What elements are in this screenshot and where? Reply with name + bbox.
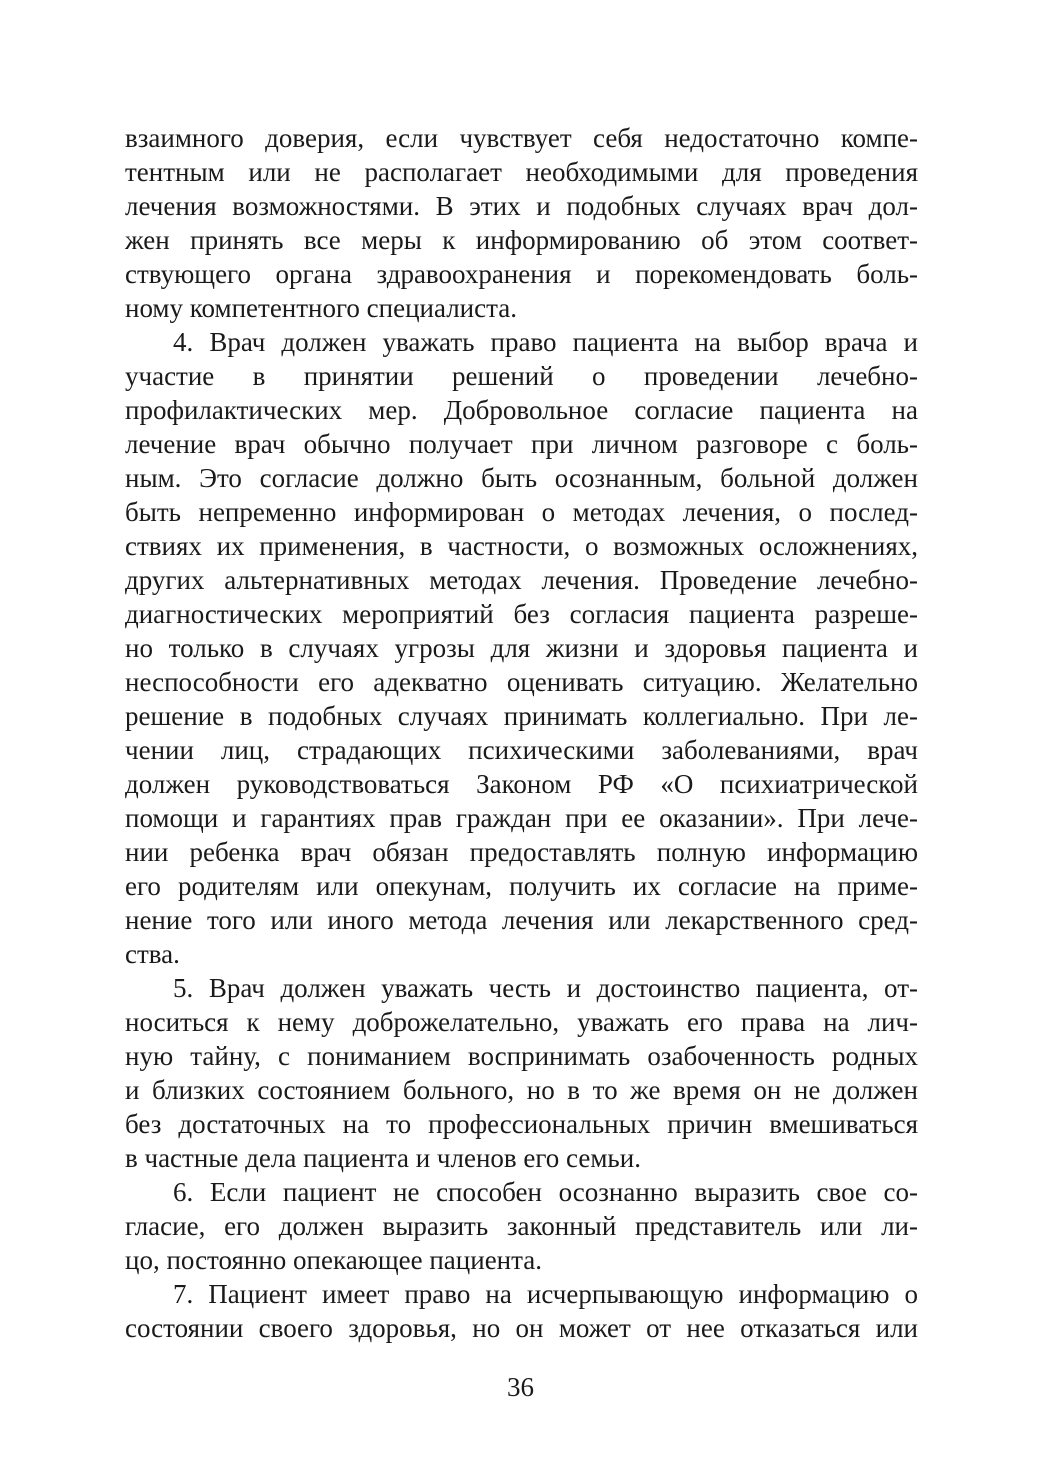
text-line: профилактических мер. Добровольное согласие пациента на: [125, 395, 918, 425]
text-line: нение того или иного метода лечения или лекарственного сред-: [125, 905, 918, 935]
text-line: ную тайну, с пониманием воспринимать озабоченность родных: [125, 1041, 918, 1071]
paragraph-6-start: 6. Если пациент не способен осознанно выразить свое со-: [173, 1177, 918, 1207]
text-line: участие в принятии решений о проведении лечебно-: [125, 361, 918, 391]
text-line: лечение врач обычно получает при личном разговоре с боль-: [125, 429, 918, 459]
text-line: цо, постоянно опекающее пациента.: [125, 1245, 542, 1275]
text-line: без достаточных на то профессиональных причин вмешиваться: [125, 1109, 918, 1139]
text-line: помощи и гарантиях прав граждан при ее оказании». При лече-: [125, 803, 918, 833]
text-line: тентным или не располагает необходимыми для проведения: [125, 157, 918, 187]
text-line: диагностических мероприятий без согласия пациента разреше-: [125, 599, 918, 629]
text-line: состоянии своего здоровья, но он может от нее отказаться или: [125, 1313, 918, 1343]
paragraph-7-start: 7. Пациент имеет право на исчерпывающую информацию о: [173, 1279, 918, 1309]
page-number: 36: [507, 1372, 534, 1402]
text-line: быть непременно информирован о методах лечения, о послед-: [125, 497, 918, 527]
text-line: неспособности его адекватно оценивать ситуацию. Желательно: [125, 667, 918, 697]
text-line: гласие, его должен выразить законный представитель или ли-: [125, 1211, 918, 1241]
text-line: ствиях их применения, в частности, о возможных осложнениях,: [125, 531, 918, 561]
text-line: жен принять все меры к информированию об этом соответ-: [125, 225, 918, 255]
text-line: нии ребенка врач обязан предоставлять полную информацию: [125, 837, 918, 867]
text-line: взаимного доверия, если чувствует себя недостаточно компе-: [125, 123, 918, 153]
text-line: ства.: [125, 939, 180, 969]
text-line: чении лиц, страдающих психическими заболеваниями, врач: [125, 735, 918, 765]
text-line: ным. Это согласие должно быть осознанным, больной должен: [125, 463, 918, 493]
text-line: лечения возможностями. В этих и подобных случаях врач дол-: [125, 191, 918, 221]
text-line: и близких состоянием больного, но в то же время он не должен: [125, 1075, 918, 1105]
paragraph-5-start: 5. Врач должен уважать честь и достоинство пациента, от-: [173, 973, 918, 1003]
text-line: ствующего органа здравоохранения и порекомендовать боль-: [125, 259, 918, 289]
text-line: в частные дела пациента и членов его семьи.: [125, 1143, 641, 1173]
text-line: его родителям или опекунам, получить их согласие на приме-: [125, 871, 918, 901]
text-line: ному компетентного специалиста.: [125, 293, 517, 323]
text-line: решение в подобных случаях принимать коллегиально. При ле-: [125, 701, 918, 731]
text-line: но только в случаях угрозы для жизни и здоровья пациента и: [125, 633, 918, 663]
text-line: других альтернативных методах лечения. Проведение лечебно-: [125, 565, 918, 595]
text-line: носиться к нему доброжелательно, уважать его права на лич-: [125, 1007, 918, 1037]
page-text: [125, 121, 918, 1345]
text-line: должен руководствоваться Законом РФ «О психиатрической: [125, 769, 918, 799]
paragraph-4-start: 4. Врач должен уважать право пациента на выбор врача и: [173, 327, 918, 357]
